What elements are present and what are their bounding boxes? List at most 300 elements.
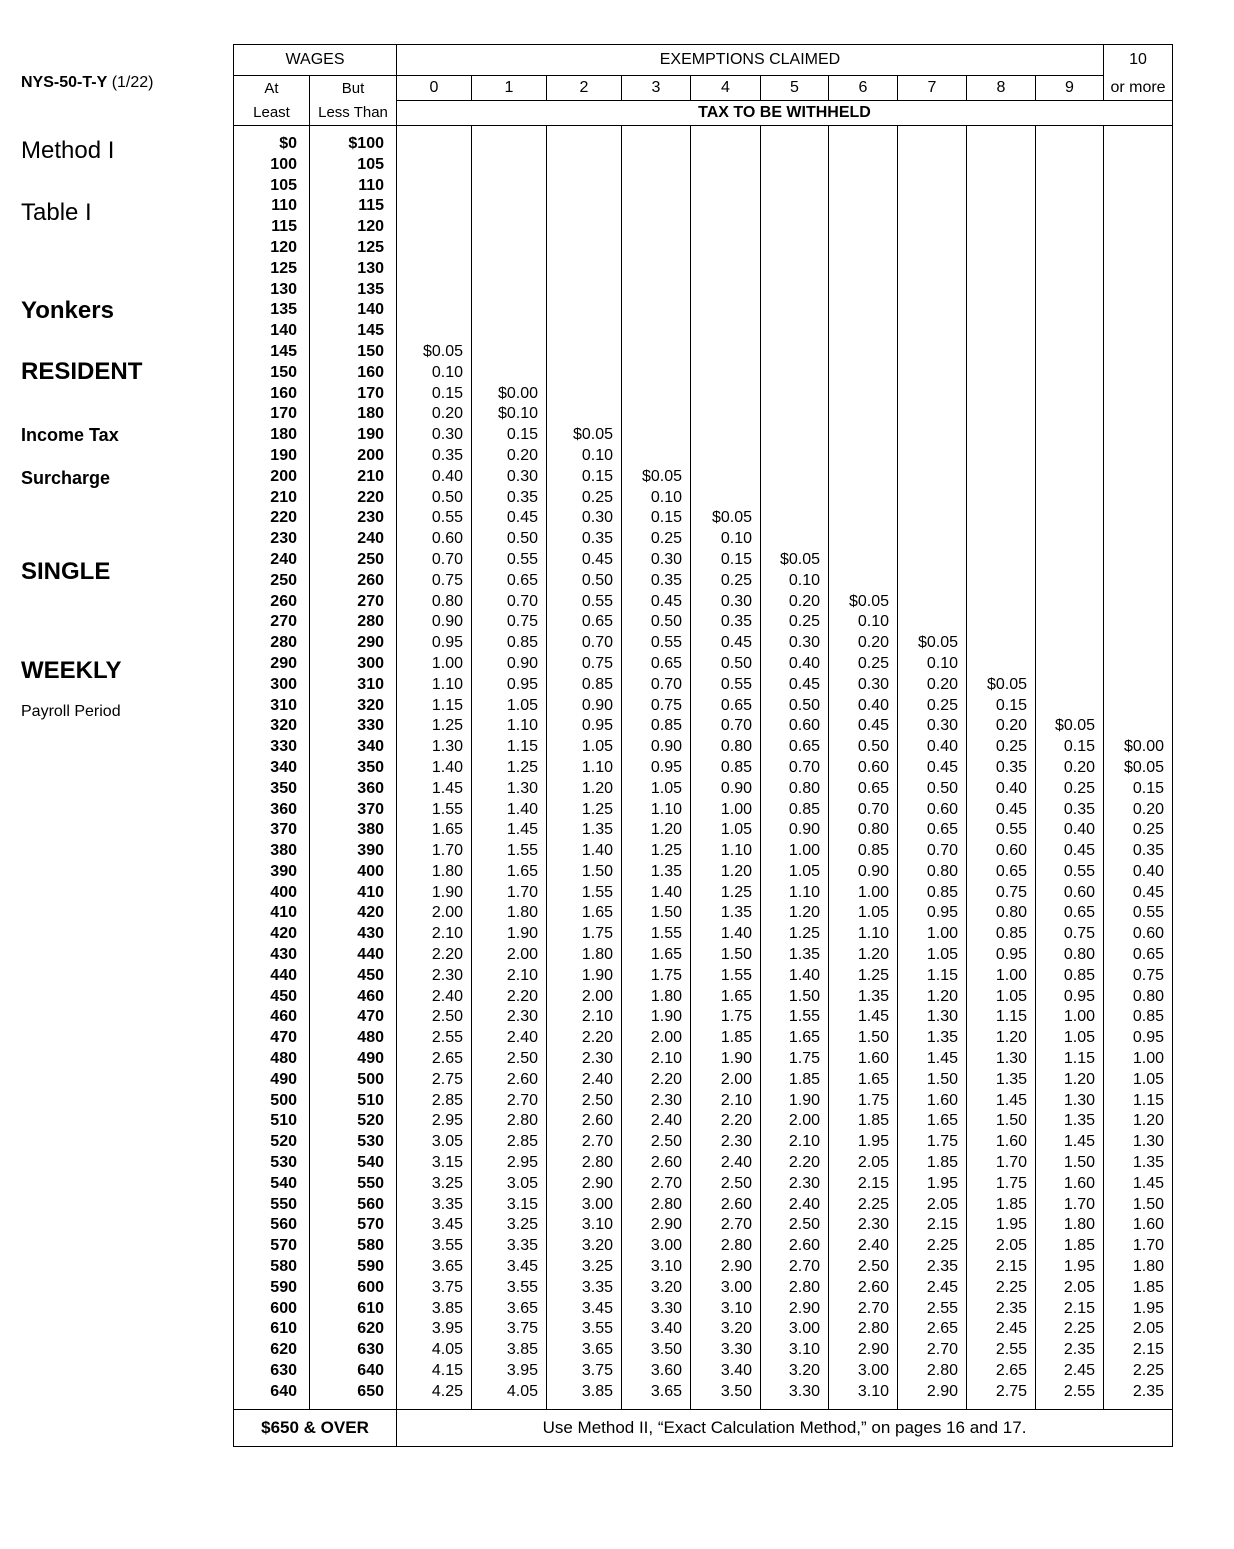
tax-cell-2: 3.25 — [547, 1257, 622, 1278]
tax-cell-7 — [898, 592, 967, 613]
tax-cell-7: 2.55 — [898, 1299, 967, 1320]
table-row — [234, 571, 1173, 592]
tax-cell-4 — [691, 488, 761, 509]
tax-cell-10: 1.50 — [1104, 1195, 1173, 1216]
tax-cell-5 — [761, 488, 829, 509]
table-row — [234, 126, 1173, 155]
tax-cell-7 — [898, 467, 967, 488]
wage-less-than: 280 — [310, 612, 397, 633]
tax-cell-6 — [829, 176, 898, 197]
table-row — [234, 259, 1173, 280]
tax-cell-9 — [1036, 571, 1104, 592]
tax-cell-6: 0.65 — [829, 779, 898, 800]
tax-cell-3 — [622, 384, 691, 405]
wage-at-least: 130 — [234, 280, 310, 301]
tax-cell-5: 0.65 — [761, 737, 829, 758]
tax-cell-6: 2.25 — [829, 1195, 898, 1216]
tax-cell-7 — [898, 155, 967, 176]
tax-cell-2: 0.55 — [547, 592, 622, 613]
tax-cell-0: 1.30 — [397, 737, 472, 758]
tax-cell-0 — [397, 280, 472, 301]
tax-cell-4 — [691, 155, 761, 176]
tax-cell-9: 1.80 — [1036, 1215, 1104, 1236]
tax-cell-1: 2.50 — [472, 1049, 547, 1070]
tax-cell-7: 1.60 — [898, 1091, 967, 1112]
tax-cell-6: 1.25 — [829, 966, 898, 987]
tax-cell-7 — [898, 259, 967, 280]
tax-cell-9 — [1036, 654, 1104, 675]
tax-cell-6 — [829, 404, 898, 425]
tax-cell-1: 0.20 — [472, 446, 547, 467]
tax-cell-7: 1.85 — [898, 1153, 967, 1174]
tax-cell-0: 3.95 — [397, 1319, 472, 1340]
tax-cell-10: 1.85 — [1104, 1278, 1173, 1299]
table-row — [234, 384, 1173, 405]
tax-cell-10 — [1104, 592, 1173, 613]
tax-cell-6 — [829, 363, 898, 384]
tax-cell-9: 0.25 — [1036, 779, 1104, 800]
wage-less-than: 460 — [310, 987, 397, 1008]
tax-cell-8: 1.35 — [967, 1070, 1036, 1091]
tax-cell-10: 0.25 — [1104, 820, 1173, 841]
tax-cell-8: 1.60 — [967, 1132, 1036, 1153]
wage-less-than: 540 — [310, 1153, 397, 1174]
tax-cell-0: 1.40 — [397, 758, 472, 779]
tax-cell-9 — [1036, 217, 1104, 238]
tax-cell-5 — [761, 176, 829, 197]
table-row — [234, 446, 1173, 467]
tax-cell-1 — [472, 321, 547, 342]
tax-cell-8 — [967, 446, 1036, 467]
tax-cell-2: 0.10 — [547, 446, 622, 467]
wage-at-least: 570 — [234, 1236, 310, 1257]
tax-cell-7: 1.30 — [898, 1007, 967, 1028]
tax-cell-7: 0.25 — [898, 696, 967, 717]
table-row — [234, 217, 1173, 238]
tax-cell-3: 0.15 — [622, 508, 691, 529]
tax-cell-6 — [829, 300, 898, 321]
tax-cell-2: 3.10 — [547, 1215, 622, 1236]
tax-cell-6: 1.85 — [829, 1111, 898, 1132]
tax-cell-4: 0.70 — [691, 716, 761, 737]
tax-cell-2 — [547, 259, 622, 280]
tax-cell-4: 2.60 — [691, 1195, 761, 1216]
tax-cell-7: 0.65 — [898, 820, 967, 841]
wage-less-than: 440 — [310, 945, 397, 966]
tax-cell-5: 0.90 — [761, 820, 829, 841]
tax-cell-5 — [761, 384, 829, 405]
wage-at-least: 550 — [234, 1195, 310, 1216]
tax-cell-5 — [761, 238, 829, 259]
tax-cell-4: 1.90 — [691, 1049, 761, 1070]
tax-cell-6: 1.50 — [829, 1028, 898, 1049]
wage-less-than: 470 — [310, 1007, 397, 1028]
tax-cell-7 — [898, 300, 967, 321]
tax-cell-7 — [898, 488, 967, 509]
tax-cell-7: 1.00 — [898, 924, 967, 945]
tax-cell-6: 1.95 — [829, 1132, 898, 1153]
tax-cell-0: 1.15 — [397, 696, 472, 717]
tax-cell-7 — [898, 196, 967, 217]
tax-cell-5: 3.30 — [761, 1382, 829, 1409]
tax-cell-1: 0.15 — [472, 425, 547, 446]
tax-cell-7: 2.35 — [898, 1257, 967, 1278]
tax-cell-9: 1.50 — [1036, 1153, 1104, 1174]
col-9-header: 9 — [1036, 76, 1104, 101]
tax-cell-5: 2.70 — [761, 1257, 829, 1278]
tax-cell-6 — [829, 280, 898, 301]
tax-cell-9 — [1036, 342, 1104, 363]
tax-cell-0: 1.25 — [397, 716, 472, 737]
tax-cell-6: 3.10 — [829, 1382, 898, 1409]
tax-cell-8 — [967, 571, 1036, 592]
tax-cell-1: 1.65 — [472, 862, 547, 883]
wage-less-than: 310 — [310, 675, 397, 696]
tax-cell-5 — [761, 259, 829, 280]
tax-cell-9: 1.60 — [1036, 1174, 1104, 1195]
wage-less-than: 260 — [310, 571, 397, 592]
wage-at-least: 125 — [234, 259, 310, 280]
tax-cell-10 — [1104, 342, 1173, 363]
tax-cell-5 — [761, 217, 829, 238]
tax-cell-6: 1.35 — [829, 987, 898, 1008]
tax-cell-5: 0.10 — [761, 571, 829, 592]
tax-cell-5 — [761, 508, 829, 529]
tax-cell-4 — [691, 238, 761, 259]
tax-cell-8 — [967, 384, 1036, 405]
tax-cell-1 — [472, 176, 547, 197]
tax-cell-9 — [1036, 446, 1104, 467]
tax-cell-9 — [1036, 550, 1104, 571]
table-row — [234, 675, 1173, 696]
tax-cell-9: 0.40 — [1036, 820, 1104, 841]
tax-cell-6 — [829, 488, 898, 509]
tax-cell-5: 2.80 — [761, 1278, 829, 1299]
wage-at-least: 560 — [234, 1215, 310, 1236]
tax-cell-0: 2.75 — [397, 1070, 472, 1091]
wage-less-than: 150 — [310, 342, 397, 363]
table-body — [234, 126, 1173, 1410]
tax-cell-2: 0.70 — [547, 633, 622, 654]
tax-cell-0: 3.55 — [397, 1236, 472, 1257]
table-row — [234, 342, 1173, 363]
table-row — [234, 425, 1173, 446]
col-2-header: 2 — [547, 76, 622, 101]
tax-cell-9: 1.95 — [1036, 1257, 1104, 1278]
tax-cell-4: 1.85 — [691, 1028, 761, 1049]
tax-cell-2: 0.75 — [547, 654, 622, 675]
table-row — [234, 363, 1173, 384]
tax-cell-4 — [691, 425, 761, 446]
tax-cell-10 — [1104, 280, 1173, 301]
tax-cell-0: 0.10 — [397, 363, 472, 384]
tax-cell-3: 3.50 — [622, 1340, 691, 1361]
tax-cell-0: 0.20 — [397, 404, 472, 425]
tax-type-label: Income Tax — [21, 425, 119, 445]
tax-cell-0: 1.70 — [397, 841, 472, 862]
tax-cell-8: 2.45 — [967, 1319, 1036, 1340]
tax-cell-10 — [1104, 300, 1173, 321]
tax-cell-6: 0.85 — [829, 841, 898, 862]
wage-less-than: 340 — [310, 737, 397, 758]
table-row — [234, 758, 1173, 779]
tax-cell-9 — [1036, 238, 1104, 259]
table-row — [234, 862, 1173, 883]
wage-at-least: 510 — [234, 1111, 310, 1132]
exemptions-header: EXEMPTIONS CLAIMED — [397, 45, 1104, 76]
tax-cell-1: 2.85 — [472, 1132, 547, 1153]
col-8-header: 8 — [967, 76, 1036, 101]
tax-cell-8 — [967, 196, 1036, 217]
tax-cell-10: 0.35 — [1104, 841, 1173, 862]
tax-cell-1: 1.40 — [472, 800, 547, 821]
tax-cell-6: 2.30 — [829, 1215, 898, 1236]
wage-less-than: 230 — [310, 508, 397, 529]
tax-cell-4 — [691, 196, 761, 217]
tax-cell-1: 0.90 — [472, 654, 547, 675]
tax-cell-4: 2.70 — [691, 1215, 761, 1236]
tax-cell-4: 2.00 — [691, 1070, 761, 1091]
tax-cell-1: 1.80 — [472, 903, 547, 924]
tax-cell-5 — [761, 126, 829, 155]
table-row — [234, 176, 1173, 197]
tax-cell-4: 1.75 — [691, 1007, 761, 1028]
tax-cell-2: 1.25 — [547, 800, 622, 821]
wage-at-least: 450 — [234, 987, 310, 1008]
wage-at-least: 390 — [234, 862, 310, 883]
table-row — [234, 155, 1173, 176]
wage-less-than: 490 — [310, 1049, 397, 1070]
tax-cell-6: 1.75 — [829, 1091, 898, 1112]
tax-cell-0: 2.10 — [397, 924, 472, 945]
table-row — [234, 883, 1173, 904]
tax-cell-3: 0.10 — [622, 488, 691, 509]
tax-cell-10: $0.05 — [1104, 758, 1173, 779]
tax-cell-8: 0.80 — [967, 903, 1036, 924]
tax-cell-2 — [547, 300, 622, 321]
tax-cell-2: 2.90 — [547, 1174, 622, 1195]
table-row — [234, 987, 1173, 1008]
tax-cell-5: 0.45 — [761, 675, 829, 696]
less-than-header: Less Than — [310, 101, 397, 126]
tax-cell-7: 1.20 — [898, 987, 967, 1008]
tax-cell-4 — [691, 446, 761, 467]
wage-less-than: 110 — [310, 176, 397, 197]
tax-cell-1 — [472, 217, 547, 238]
tax-cell-3: 1.25 — [622, 841, 691, 862]
tax-cell-0: 2.00 — [397, 903, 472, 924]
wage-less-than: 580 — [310, 1236, 397, 1257]
tax-cell-4: $0.05 — [691, 508, 761, 529]
tax-cell-4: 1.55 — [691, 966, 761, 987]
wage-less-than: 120 — [310, 217, 397, 238]
tax-cell-2: 1.75 — [547, 924, 622, 945]
tax-cell-7: 0.30 — [898, 716, 967, 737]
tax-cell-0: 1.80 — [397, 862, 472, 883]
tax-cell-3: 1.65 — [622, 945, 691, 966]
tax-cell-6: 3.00 — [829, 1361, 898, 1382]
tax-cell-5 — [761, 404, 829, 425]
table-row — [234, 696, 1173, 717]
tax-cell-7: 0.50 — [898, 779, 967, 800]
tax-cell-8 — [967, 259, 1036, 280]
tax-cell-4: 1.65 — [691, 987, 761, 1008]
tax-cell-10: 1.05 — [1104, 1070, 1173, 1091]
wage-less-than: 650 — [310, 1382, 397, 1409]
wage-at-least: 100 — [234, 155, 310, 176]
tax-cell-0: 0.30 — [397, 425, 472, 446]
tax-cell-7 — [898, 384, 967, 405]
tax-cell-1 — [472, 300, 547, 321]
wage-less-than: 330 — [310, 716, 397, 737]
tax-cell-1: 2.40 — [472, 1028, 547, 1049]
tax-cell-0 — [397, 155, 472, 176]
table-row — [234, 488, 1173, 509]
tax-cell-4 — [691, 404, 761, 425]
tax-cell-10 — [1104, 696, 1173, 717]
wage-at-least: 480 — [234, 1049, 310, 1070]
tax-cell-4: 0.65 — [691, 696, 761, 717]
tax-cell-10 — [1104, 633, 1173, 654]
table-row — [234, 1111, 1173, 1132]
wage-at-least: 620 — [234, 1340, 310, 1361]
col-10-header: 10 — [1104, 45, 1173, 76]
tax-cell-0: 2.30 — [397, 966, 472, 987]
tax-cell-3: 0.70 — [622, 675, 691, 696]
tax-cell-3: 1.90 — [622, 1007, 691, 1028]
tax-cell-2 — [547, 321, 622, 342]
tax-cell-2 — [547, 155, 622, 176]
tax-cell-4: 1.40 — [691, 924, 761, 945]
tax-cell-8 — [967, 550, 1036, 571]
tax-cell-0: 2.20 — [397, 945, 472, 966]
tax-cell-10: 0.60 — [1104, 924, 1173, 945]
tax-cell-9 — [1036, 529, 1104, 550]
tax-cell-2: 0.95 — [547, 716, 622, 737]
tax-cell-3: 0.90 — [622, 737, 691, 758]
tax-cell-8 — [967, 321, 1036, 342]
tax-cell-8: 1.15 — [967, 1007, 1036, 1028]
tax-cell-0 — [397, 259, 472, 280]
tax-cell-10 — [1104, 716, 1173, 737]
table-row — [234, 529, 1173, 550]
tax-cell-2: 1.50 — [547, 862, 622, 883]
wage-at-least: 520 — [234, 1132, 310, 1153]
tax-cell-8: 1.70 — [967, 1153, 1036, 1174]
col-3-header: 3 — [622, 76, 691, 101]
tax-cell-6 — [829, 529, 898, 550]
tax-cell-3: 1.10 — [622, 800, 691, 821]
tax-cell-3: 2.00 — [622, 1028, 691, 1049]
tax-cell-3 — [622, 196, 691, 217]
table-row — [234, 1091, 1173, 1112]
tax-cell-9: 2.45 — [1036, 1361, 1104, 1382]
wages-header: WAGES — [234, 45, 397, 76]
tax-cell-9 — [1036, 280, 1104, 301]
tax-cell-7 — [898, 321, 967, 342]
tax-cell-8: 0.55 — [967, 820, 1036, 841]
tax-cell-1: 2.10 — [472, 966, 547, 987]
tax-cell-5: 1.00 — [761, 841, 829, 862]
tax-cell-3 — [622, 217, 691, 238]
tax-cell-2: 0.90 — [547, 696, 622, 717]
tax-cell-4: 3.50 — [691, 1382, 761, 1409]
tax-cell-3 — [622, 238, 691, 259]
tax-cell-10: $0.00 — [1104, 737, 1173, 758]
surcharge-label: Surcharge — [21, 468, 111, 488]
tax-cell-3: 2.50 — [622, 1132, 691, 1153]
tax-cell-5: 2.60 — [761, 1236, 829, 1257]
tax-cell-7: 0.60 — [898, 800, 967, 821]
tax-cell-3 — [622, 176, 691, 197]
tax-cell-4 — [691, 176, 761, 197]
table-row — [234, 1028, 1173, 1049]
tax-cell-6: 2.70 — [829, 1299, 898, 1320]
tax-cell-9 — [1036, 592, 1104, 613]
method-label: Method I — [21, 137, 115, 164]
tax-cell-2: 1.20 — [547, 779, 622, 800]
tax-cell-8: 1.75 — [967, 1174, 1036, 1195]
tax-cell-9 — [1036, 404, 1104, 425]
tax-cell-0 — [397, 238, 472, 259]
tax-cell-3: 0.65 — [622, 654, 691, 675]
tax-cell-10: 1.45 — [1104, 1174, 1173, 1195]
wage-at-least: 580 — [234, 1257, 310, 1278]
tax-cell-7 — [898, 571, 967, 592]
tax-cell-2: 1.55 — [547, 883, 622, 904]
tax-cell-7 — [898, 425, 967, 446]
tax-cell-9 — [1036, 196, 1104, 217]
table-row — [234, 280, 1173, 301]
wage-at-least: 460 — [234, 1007, 310, 1028]
wage-less-than: 640 — [310, 1361, 397, 1382]
tax-cell-4: 2.20 — [691, 1111, 761, 1132]
tax-cell-8: $0.05 — [967, 675, 1036, 696]
tax-cell-2 — [547, 126, 622, 155]
tax-cell-8 — [967, 342, 1036, 363]
tax-cell-4: 0.45 — [691, 633, 761, 654]
tax-cell-0: 3.15 — [397, 1153, 472, 1174]
table-row — [234, 1319, 1173, 1340]
tax-cell-10: 1.30 — [1104, 1132, 1173, 1153]
tax-cell-8: 1.45 — [967, 1091, 1036, 1112]
tax-cell-1 — [472, 155, 547, 176]
tax-cell-7: 1.75 — [898, 1132, 967, 1153]
col-4-header: 4 — [691, 76, 761, 101]
tax-cell-9: 2.05 — [1036, 1278, 1104, 1299]
tax-cell-2: 2.30 — [547, 1049, 622, 1070]
tax-cell-6 — [829, 155, 898, 176]
tax-cell-10 — [1104, 529, 1173, 550]
tax-cell-1: 2.80 — [472, 1111, 547, 1132]
tax-cell-7: 0.95 — [898, 903, 967, 924]
tax-cell-6: 1.60 — [829, 1049, 898, 1070]
tax-cell-7 — [898, 238, 967, 259]
tax-cell-3: 0.45 — [622, 592, 691, 613]
tax-cell-10 — [1104, 217, 1173, 238]
tax-cell-7: 2.90 — [898, 1382, 967, 1409]
table-row — [234, 321, 1173, 342]
tax-cell-7: 0.20 — [898, 675, 967, 696]
wage-at-least: 120 — [234, 238, 310, 259]
wage-at-least: 300 — [234, 675, 310, 696]
tax-cell-2: 1.05 — [547, 737, 622, 758]
tax-cell-2: 1.40 — [547, 841, 622, 862]
tax-cell-3: 0.30 — [622, 550, 691, 571]
tax-cell-1 — [472, 126, 547, 155]
tax-cell-4: 1.20 — [691, 862, 761, 883]
tax-cell-6: 2.90 — [829, 1340, 898, 1361]
